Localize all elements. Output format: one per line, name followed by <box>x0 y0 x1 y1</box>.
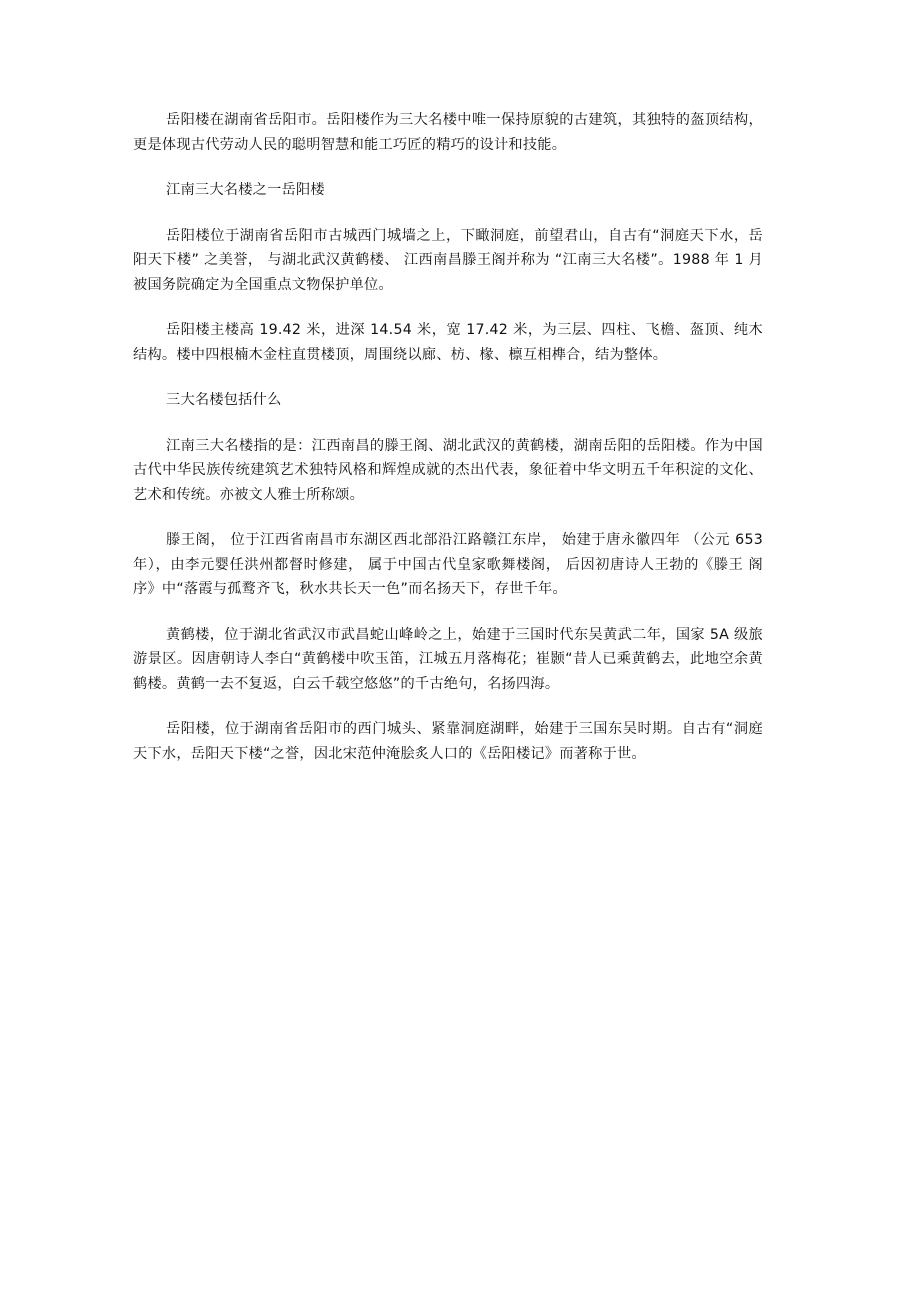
document-body <box>133 108 763 787</box>
section-heading-yueyang-tower: 江南三大名楼之一岳阳楼 <box>166 182 325 198</box>
paragraph-yueyang-location: 岳阳楼位于湖南省岳阳市古城西门城墙之上，下瞰洞庭，前望君山，自古有“洞庭天下水，岳阳天下楼” 之美誉， 与湖北武汉黄鹤楼、 江西南昌滕王阁并称为 “江南三大名楼”。1988 年 1 月被国务院确定为全国重点文物保护单位。 <box>133 227 763 293</box>
paragraph-yueyang-history: 岳阳楼，位于湖南省岳阳市的西门城头、紧靠洞庭湖畔，始建于三国东吴时期。自古有“洞庭天下水，岳阳天下楼“之誉，因北宋范仲淹脍炙人口的《岳阳楼记》而著称于世。 <box>133 721 763 762</box>
paragraph-tengwang-pavilion: 滕王阁， 位于江西省南昌市东湖区西北部沿江路赣江东岸， 始建于唐永徽四年 （公元 653 年），由李元婴任洪州都督时修建， 属于中国古代皇家歌舞楼阁， 后因初唐诗人王勃的《滕王 阁序》中“落霞与孤鹜齐飞，秋水共长天一色”而名扬天下，存世千年。 <box>133 532 763 597</box>
paragraph-yueyang-structure: 岳阳楼主楼高 19.42 米，进深 14.54 米，宽 17.42 米，为三层、四柱、飞檐、盔顶、纯木结构。楼中四根楠木金柱直贯楼顶，周围绕以廊、枋、椽、檩互相榫合，结为整体。 <box>133 322 763 363</box>
paragraph-three-towers: 江南三大名楼指的是：江西南昌的滕王阁、湖北武汉的黄鹤楼，湖南岳阳的岳阳楼。作为中国古代中华民族传统建筑艺术独特风格和辉煌成就的杰出代表，象征着中华文明五千年积淀的文化、艺术和传统。亦被文人雅士所称颂。 <box>133 437 763 503</box>
paragraph-intro: 岳阳楼在湖南省岳阳市。岳阳楼作为三大名楼中唯一保持原貌的古建筑，其独特的盔顶结构，更是体现古代劳动人民的聪明智慧和能工巧匠的精巧的设计和技能。 <box>133 112 763 153</box>
paragraph-yellow-crane-tower: 黄鹤楼，位于湖北省武汉市武昌蛇山峰岭之上，始建于三国时代东吴黄武二年，国家 5A 级旅游景区。因唐朝诗人李白“黄鹤楼中吹玉笛，江城五月落梅花；崔颢“昔人已乘黄鹤去，此地空余黄鹤楼。黄鹤一去不复返，白云千载空悠悠”的千古绝句，名扬四海。 <box>133 626 763 692</box>
section-heading-three-towers: 三大名楼包括什么 <box>166 392 282 408</box>
